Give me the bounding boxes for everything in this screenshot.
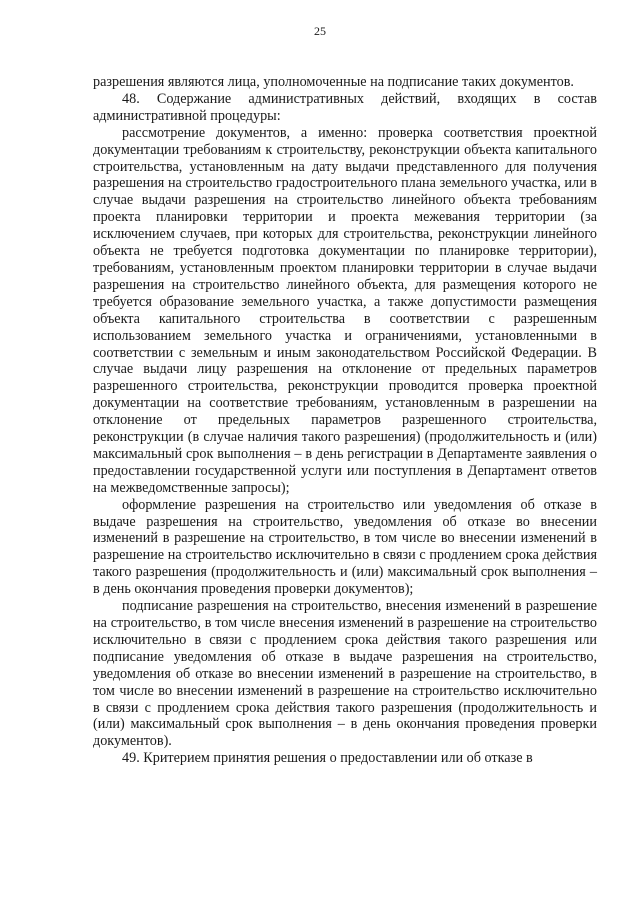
paragraph-49-heading: 49. Критерием принятия решения о предоставлении или об отказе в <box>122 750 533 767</box>
paragraph-sign-permit: подписание разрешения на строительство, внесения изменений в разрешение на строительство, в том числе внесения изменений в разрешение на строительство исключительно в связи с продлением срока действия такого разрешения или подписание уведомления об отказе в выдаче разрешения на строительство, уведомления об отказе во внесении изменений в разрешение на строительство, в том числе во внесении изменений в разрешение на строительство исключительно в связи с продлением срока действия такого разрешения (продолжительность и (или) максимальный срок выполнения – в день окончания проведения проверки документов). <box>93 598 597 750</box>
document-body <box>93 74 597 767</box>
paragraph-issue-permit: оформление разрешения на строительство или уведомления об отказе в выдаче разрешения на строительство, уведомления об отказе во внесении изменений в разрешение на строительство, в том числе во внесении изменений в разрешение на строительство исключительно в связи с продлением срока действия такого разрешения (продолжительность и (или) максимальный срок выполнения – в день окончания проведения проверки документов); <box>93 496 597 598</box>
paragraph-review-documents: рассмотрение документов, а именно: проверка соответствия проектной документации требованиям к строительству, реконструкции объекта капитального строительства, установленным на дату выдачи представленного для получения разрешения на строительство градостроительного плана земельного участка, или в случае выдачи разрешения на строительство линейного объекта требованиям проекта планировки территории и проекта межевания территории (за исключением случаев, при которых для строительства, реконструкции линейного объекта не требуется подготовка документации по планировке территории), требованиям, установленным проектом планировки территории в случае выдачи разрешения на строительство линейного объекта, для размещения которого не требуется образование земельного участка, а также допустимости размещения объекта капитального строительства в соответствии с разрешенным использованием земельного участка и ограничениями, установленными в соответствии с земельным и иным законодательством Российской Федерации. В случае выдачи лицу разрешения на отклонение от предельных параметров разрешенного строительства, реконструкции проводится проверка проектной документации на соответствие требованиям, установленным в разрешении на отклонение от предельных параметров разрешенного строительства, реконструкции (в случае наличия такого разрешения) (продолжительность и (или) максимальный срок выполнения – в день регистрации в Департаменте заявления о предоставлении государственной услуги или поступления в Департамент ответов на межведомственные запросы); <box>93 124 597 496</box>
paragraph-48-heading: 48. Содержание административных действий, входящих в состав административной процедуры: <box>93 90 597 124</box>
paragraph-continuation: разрешения являются лица, уполномоченные на подписание таких документов. <box>93 74 574 90</box>
page-number: 25 <box>314 24 326 38</box>
